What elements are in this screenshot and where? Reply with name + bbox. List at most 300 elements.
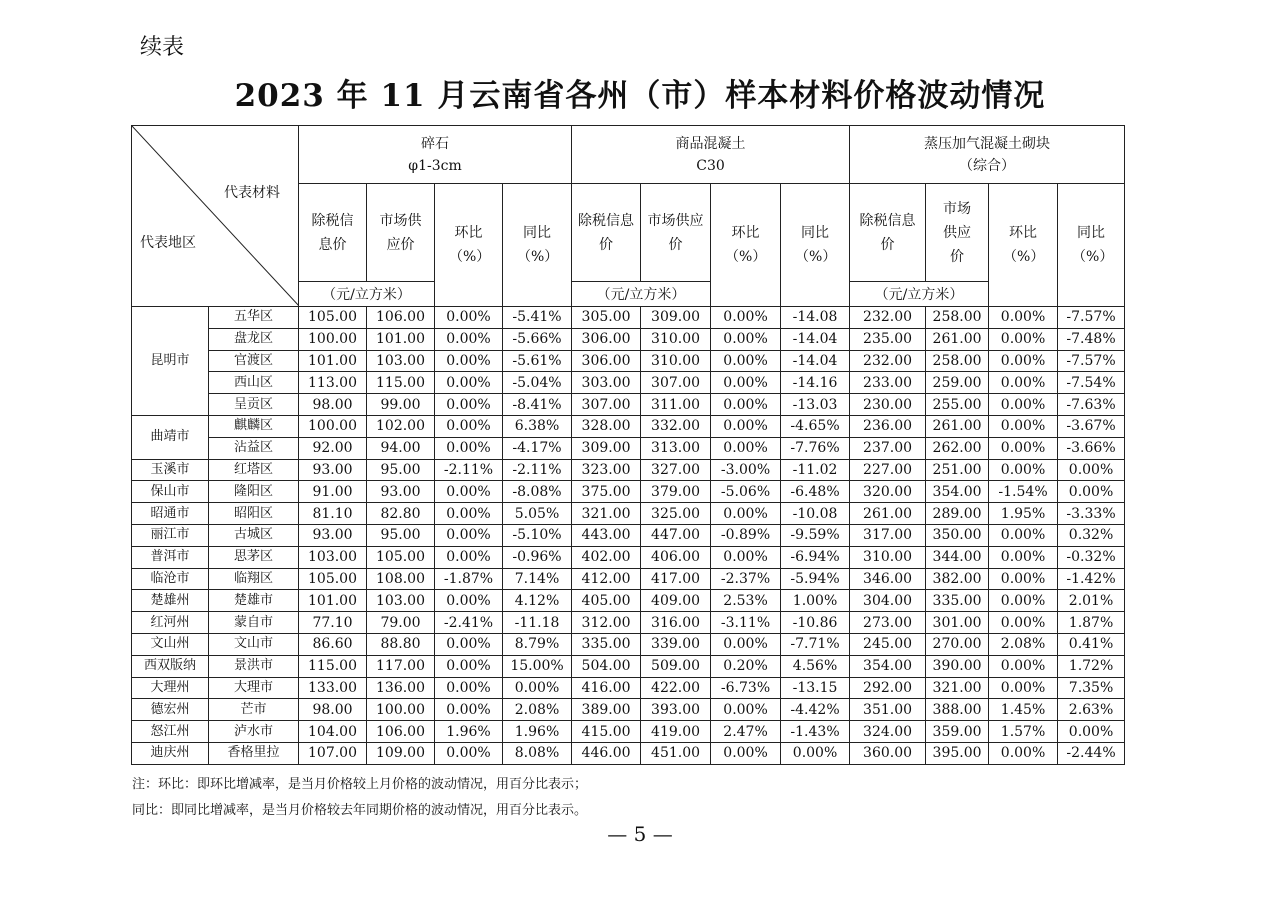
value-cell: 1.45% <box>989 699 1058 721</box>
value-cell: 339.00 <box>641 633 711 655</box>
value-cell: 258.00 <box>926 307 989 329</box>
value-cell: 0.00% <box>435 699 503 721</box>
value-cell: -11.02 <box>781 459 850 481</box>
city-cell: 西双版纳 <box>132 655 209 677</box>
value-cell: 100.00 <box>299 328 367 350</box>
value-cell: 0.00% <box>989 372 1058 394</box>
city-cell: 昭通市 <box>132 503 209 525</box>
value-cell: 232.00 <box>850 350 926 372</box>
col-header-market-price: 市场供应价 <box>641 184 711 282</box>
city-cell: 大理州 <box>132 677 209 699</box>
footnotes <box>132 772 587 824</box>
col-header-yoy: 同比（%） <box>781 184 850 307</box>
value-cell: 2.63% <box>1058 699 1125 721</box>
value-cell: 375.00 <box>572 481 641 503</box>
district-cell: 盘龙区 <box>209 328 299 350</box>
value-cell: 0.00% <box>989 677 1058 699</box>
value-cell: 509.00 <box>641 655 711 677</box>
value-cell: 100.00 <box>299 415 367 437</box>
value-cell: 115.00 <box>367 372 435 394</box>
value-cell: -13.15 <box>781 677 850 699</box>
value-cell: -5.61% <box>503 350 572 372</box>
value-cell: 317.00 <box>850 524 926 546</box>
value-cell: 0.00% <box>989 590 1058 612</box>
value-cell: 389.00 <box>572 699 641 721</box>
table-row <box>132 328 1125 350</box>
value-cell: 0.00% <box>989 742 1058 764</box>
page-title: 2023 年 11 月云南省各州（市）样本材料价格波动情况 <box>234 78 1046 114</box>
value-cell: 2.01% <box>1058 590 1125 612</box>
value-cell: 393.00 <box>641 699 711 721</box>
value-cell: 306.00 <box>572 350 641 372</box>
value-cell: 94.00 <box>367 437 435 459</box>
table-row <box>132 699 1125 721</box>
diagonal-line <box>132 126 299 306</box>
value-cell: -14.08 <box>781 307 850 329</box>
value-cell: 307.00 <box>572 394 641 416</box>
value-cell: 447.00 <box>641 524 711 546</box>
value-cell: 379.00 <box>641 481 711 503</box>
value-cell: 335.00 <box>572 633 641 655</box>
district-cell: 泸水市 <box>209 721 299 743</box>
district-cell: 大理市 <box>209 677 299 699</box>
value-cell: 0.00% <box>989 415 1058 437</box>
value-cell: 1.72% <box>1058 655 1125 677</box>
value-cell: 0.00% <box>435 394 503 416</box>
value-cell: 1.57% <box>989 721 1058 743</box>
value-cell: 354.00 <box>926 481 989 503</box>
value-cell: 0.00% <box>711 328 781 350</box>
value-cell: -14.04 <box>781 350 850 372</box>
value-cell: -7.48% <box>1058 328 1125 350</box>
value-cell: 301.00 <box>926 612 989 634</box>
value-cell: 0.00% <box>989 394 1058 416</box>
value-cell: -1.54% <box>989 481 1058 503</box>
value-cell: 307.00 <box>641 372 711 394</box>
value-cell: 350.00 <box>926 524 989 546</box>
city-cell: 文山州 <box>132 633 209 655</box>
value-cell: 115.00 <box>299 655 367 677</box>
value-cell: 8.08% <box>503 742 572 764</box>
value-cell: 93.00 <box>299 524 367 546</box>
value-cell: 261.00 <box>926 328 989 350</box>
district-cell: 呈贡区 <box>209 394 299 416</box>
value-cell: 446.00 <box>572 742 641 764</box>
value-cell: 88.80 <box>367 633 435 655</box>
value-cell: 259.00 <box>926 372 989 394</box>
value-cell: 237.00 <box>850 437 926 459</box>
value-cell: 7.35% <box>1058 677 1125 699</box>
value-cell: 0.00% <box>989 655 1058 677</box>
value-cell: 0.00% <box>435 742 503 764</box>
table-row <box>132 307 1125 329</box>
value-cell: 0.00% <box>1058 459 1125 481</box>
value-cell: 2.08% <box>989 633 1058 655</box>
value-cell: 310.00 <box>641 350 711 372</box>
value-cell: 0.00% <box>989 568 1058 590</box>
value-cell: -5.10% <box>503 524 572 546</box>
table-row <box>132 590 1125 612</box>
value-cell: -8.08% <box>503 481 572 503</box>
value-cell: 0.00% <box>989 350 1058 372</box>
value-cell: -2.41% <box>435 612 503 634</box>
value-cell: 0.00% <box>989 459 1058 481</box>
value-cell: 1.95% <box>989 503 1058 525</box>
value-cell: 0.32% <box>1058 524 1125 546</box>
value-cell: 235.00 <box>850 328 926 350</box>
value-cell: -10.86 <box>781 612 850 634</box>
col-header-market-price: 市场供应价 <box>926 184 989 282</box>
col-header-yoy: 同比（%） <box>503 184 572 307</box>
district-cell: 临翔区 <box>209 568 299 590</box>
value-cell: -7.63% <box>1058 394 1125 416</box>
value-cell: 0.00% <box>435 350 503 372</box>
value-cell: 395.00 <box>926 742 989 764</box>
district-cell: 五华区 <box>209 307 299 329</box>
value-cell: 270.00 <box>926 633 989 655</box>
value-cell: -1.43% <box>781 721 850 743</box>
value-cell: 232.00 <box>850 307 926 329</box>
value-cell: 101.00 <box>299 350 367 372</box>
value-cell: -1.42% <box>1058 568 1125 590</box>
district-cell: 隆阳区 <box>209 481 299 503</box>
district-cell: 红塔区 <box>209 459 299 481</box>
value-cell: 443.00 <box>572 524 641 546</box>
group-header-concrete: 商品混凝土 C30 <box>572 126 850 184</box>
district-cell: 西山区 <box>209 372 299 394</box>
value-cell: 261.00 <box>926 415 989 437</box>
table-row <box>132 459 1125 481</box>
value-cell: 309.00 <box>572 437 641 459</box>
value-cell: 109.00 <box>367 742 435 764</box>
value-cell: 417.00 <box>641 568 711 590</box>
table-row <box>132 677 1125 699</box>
value-cell: -5.66% <box>503 328 572 350</box>
value-cell: 0.00% <box>711 372 781 394</box>
col-header-price-ex-tax: 除税信息价 <box>299 184 367 282</box>
value-cell: -3.00% <box>711 459 781 481</box>
value-cell: 261.00 <box>850 503 926 525</box>
value-cell: 0.20% <box>711 655 781 677</box>
value-cell: -3.67% <box>1058 415 1125 437</box>
city-cell: 丽江市 <box>132 524 209 546</box>
value-cell: 105.00 <box>367 546 435 568</box>
value-cell: 0.00% <box>711 742 781 764</box>
table-row <box>132 568 1125 590</box>
unit-label: （元/立方米） <box>299 282 435 307</box>
value-cell: 103.00 <box>367 590 435 612</box>
value-cell: 335.00 <box>926 590 989 612</box>
footnote-mom: 注：环比：即环比增减率，是当月价格较上月价格的波动情况，用百分比表示； <box>132 777 588 792</box>
value-cell: 107.00 <box>299 742 367 764</box>
district-cell: 芒市 <box>209 699 299 721</box>
value-cell: -2.11% <box>503 459 572 481</box>
city-cell: 迪庆州 <box>132 742 209 764</box>
value-cell: -3.33% <box>1058 503 1125 525</box>
value-cell: -7.54% <box>1058 372 1125 394</box>
value-cell: 113.00 <box>299 372 367 394</box>
diagonal-header-cell <box>132 126 299 307</box>
value-cell: 0.00% <box>435 437 503 459</box>
unit-label: （元/立方米） <box>572 282 711 307</box>
table-row <box>132 437 1125 459</box>
table-row <box>132 655 1125 677</box>
value-cell: 262.00 <box>926 437 989 459</box>
value-cell: -8.41% <box>503 394 572 416</box>
city-cell: 德宏州 <box>132 699 209 721</box>
value-cell: 102.00 <box>367 415 435 437</box>
value-cell: 316.00 <box>641 612 711 634</box>
value-cell: 0.00% <box>711 633 781 655</box>
value-cell: 0.00% <box>781 742 850 764</box>
value-cell: 360.00 <box>850 742 926 764</box>
value-cell: 405.00 <box>572 590 641 612</box>
value-cell: 0.00% <box>711 546 781 568</box>
district-cell: 香格里拉 <box>209 742 299 764</box>
value-cell: -6.73% <box>711 677 781 699</box>
table-row <box>132 546 1125 568</box>
value-cell: 0.00% <box>435 655 503 677</box>
value-cell: 82.80 <box>367 503 435 525</box>
value-cell: 0.00% <box>435 372 503 394</box>
district-cell: 景洪市 <box>209 655 299 677</box>
footnote-yoy: 同比：即同比增减率，是当月价格较去年同期价格的波动情况，用百分比表示。 <box>132 803 588 818</box>
value-cell: 1.96% <box>503 721 572 743</box>
value-cell: -2.11% <box>435 459 503 481</box>
value-cell: 1.87% <box>1058 612 1125 634</box>
city-cell: 玉溪市 <box>132 459 209 481</box>
value-cell: 98.00 <box>299 394 367 416</box>
value-cell: 0.00% <box>435 677 503 699</box>
value-cell: 0.00% <box>989 307 1058 329</box>
table-row <box>132 372 1125 394</box>
value-cell: 306.00 <box>572 328 641 350</box>
city-cell: 保山市 <box>132 481 209 503</box>
value-cell: 0.00% <box>711 350 781 372</box>
value-cell: 81.10 <box>299 503 367 525</box>
value-cell: 99.00 <box>367 394 435 416</box>
city-cell: 昆明市 <box>132 307 209 416</box>
col-header-mom: 环比（%） <box>435 184 503 307</box>
district-cell: 蒙自市 <box>209 612 299 634</box>
value-cell: 409.00 <box>641 590 711 612</box>
material-axis-label: 代表材料 <box>224 185 280 201</box>
city-cell: 临沧市 <box>132 568 209 590</box>
value-cell: 79.00 <box>367 612 435 634</box>
value-cell: 327.00 <box>641 459 711 481</box>
value-cell: 103.00 <box>299 546 367 568</box>
value-cell: 0.00% <box>711 699 781 721</box>
value-cell: -4.42% <box>781 699 850 721</box>
region-axis-label: 代表地区 <box>140 235 196 251</box>
value-cell: 388.00 <box>926 699 989 721</box>
value-cell: 100.00 <box>367 699 435 721</box>
value-cell: 101.00 <box>367 328 435 350</box>
price-table <box>131 125 1125 765</box>
value-cell: 0.00% <box>435 524 503 546</box>
value-cell: 245.00 <box>850 633 926 655</box>
value-cell: 303.00 <box>572 372 641 394</box>
value-cell: 0.00% <box>435 546 503 568</box>
value-cell: -7.71% <box>781 633 850 655</box>
value-cell: -6.94% <box>781 546 850 568</box>
value-cell: 324.00 <box>850 721 926 743</box>
value-cell: 0.00% <box>1058 481 1125 503</box>
value-cell: 325.00 <box>641 503 711 525</box>
value-cell: 4.12% <box>503 590 572 612</box>
value-cell: 310.00 <box>850 546 926 568</box>
value-cell: 93.00 <box>367 481 435 503</box>
table-row <box>132 612 1125 634</box>
value-cell: 92.00 <box>299 437 367 459</box>
value-cell: -9.59% <box>781 524 850 546</box>
city-cell: 普洱市 <box>132 546 209 568</box>
value-cell: 309.00 <box>641 307 711 329</box>
value-cell: 104.00 <box>299 721 367 743</box>
value-cell: 0.00% <box>989 524 1058 546</box>
value-cell: -0.96% <box>503 546 572 568</box>
district-cell: 麒麟区 <box>209 415 299 437</box>
col-header-mom: 环比（%） <box>989 184 1058 307</box>
value-cell: -5.41% <box>503 307 572 329</box>
value-cell: 292.00 <box>850 677 926 699</box>
value-cell: 354.00 <box>850 655 926 677</box>
value-cell: -7.76% <box>781 437 850 459</box>
value-cell: 0.00% <box>435 633 503 655</box>
value-cell: -2.37% <box>711 568 781 590</box>
value-cell: -7.57% <box>1058 307 1125 329</box>
value-cell: 0.00% <box>711 503 781 525</box>
district-cell: 古城区 <box>209 524 299 546</box>
continued-label: 续表 <box>140 35 185 60</box>
city-cell: 曲靖市 <box>132 415 209 459</box>
value-cell: -4.17% <box>503 437 572 459</box>
col-header-price-ex-tax: 除税信息价 <box>850 184 926 282</box>
value-cell: 133.00 <box>299 677 367 699</box>
value-cell: 15.00% <box>503 655 572 677</box>
district-cell: 楚雄市 <box>209 590 299 612</box>
col-header-yoy: 同比（%） <box>1058 184 1125 307</box>
district-cell: 昭阳区 <box>209 503 299 525</box>
value-cell: 312.00 <box>572 612 641 634</box>
value-cell: 416.00 <box>572 677 641 699</box>
col-header-price-ex-tax: 除税信息价 <box>572 184 641 282</box>
value-cell: 321.00 <box>926 677 989 699</box>
value-cell: -11.18 <box>503 612 572 634</box>
value-cell: 101.00 <box>299 590 367 612</box>
value-cell: 332.00 <box>641 415 711 437</box>
value-cell: 0.00% <box>989 612 1058 634</box>
value-cell: 359.00 <box>926 721 989 743</box>
value-cell: -5.94% <box>781 568 850 590</box>
value-cell: 1.96% <box>435 721 503 743</box>
value-cell: 422.00 <box>641 677 711 699</box>
col-header-mom: 环比（%） <box>711 184 781 307</box>
value-cell: 311.00 <box>641 394 711 416</box>
value-cell: 0.00% <box>435 307 503 329</box>
value-cell: 98.00 <box>299 699 367 721</box>
value-cell: 2.53% <box>711 590 781 612</box>
table-row <box>132 415 1125 437</box>
table-row <box>132 350 1125 372</box>
table-row <box>132 524 1125 546</box>
value-cell: 258.00 <box>926 350 989 372</box>
value-cell: 136.00 <box>367 677 435 699</box>
value-cell: 6.38% <box>503 415 572 437</box>
value-cell: 106.00 <box>367 307 435 329</box>
value-cell: 0.00% <box>1058 721 1125 743</box>
value-cell: 0.00% <box>711 307 781 329</box>
value-cell: 304.00 <box>850 590 926 612</box>
value-cell: 412.00 <box>572 568 641 590</box>
table-row <box>132 742 1125 764</box>
city-cell: 红河州 <box>132 612 209 634</box>
value-cell: 108.00 <box>367 568 435 590</box>
table-row <box>132 721 1125 743</box>
value-cell: 0.00% <box>435 481 503 503</box>
table-row <box>132 394 1125 416</box>
value-cell: -13.03 <box>781 394 850 416</box>
table-row <box>132 633 1125 655</box>
value-cell: 504.00 <box>572 655 641 677</box>
group-header-crushed-stone: 碎石 φ1-3cm <box>299 126 572 184</box>
value-cell: 390.00 <box>926 655 989 677</box>
value-cell: -14.16 <box>781 372 850 394</box>
value-cell: 415.00 <box>572 721 641 743</box>
value-cell: 419.00 <box>641 721 711 743</box>
value-cell: 0.00% <box>435 328 503 350</box>
value-cell: 251.00 <box>926 459 989 481</box>
value-cell: 93.00 <box>299 459 367 481</box>
value-cell: 5.05% <box>503 503 572 525</box>
district-cell: 官渡区 <box>209 350 299 372</box>
value-cell: -3.66% <box>1058 437 1125 459</box>
value-cell: 236.00 <box>850 415 926 437</box>
value-cell: 105.00 <box>299 568 367 590</box>
value-cell: 0.00% <box>711 415 781 437</box>
value-cell: 0.00% <box>435 503 503 525</box>
value-cell: 4.56% <box>781 655 850 677</box>
value-cell: 0.00% <box>989 437 1058 459</box>
value-cell: 289.00 <box>926 503 989 525</box>
table-row <box>132 503 1125 525</box>
value-cell: -7.57% <box>1058 350 1125 372</box>
value-cell: 7.14% <box>503 568 572 590</box>
city-cell: 楚雄州 <box>132 590 209 612</box>
group-header-aac-block: 蒸压加气混凝土砌块 （综合） <box>850 126 1125 184</box>
value-cell: 328.00 <box>572 415 641 437</box>
value-cell: 0.41% <box>1058 633 1125 655</box>
value-cell: -14.04 <box>781 328 850 350</box>
value-cell: 230.00 <box>850 394 926 416</box>
district-cell: 沾益区 <box>209 437 299 459</box>
value-cell: 95.00 <box>367 524 435 546</box>
value-cell: 0.00% <box>989 328 1058 350</box>
district-cell: 文山市 <box>209 633 299 655</box>
value-cell: 321.00 <box>572 503 641 525</box>
page-number: — 5 — <box>607 822 673 846</box>
value-cell: -5.06% <box>711 481 781 503</box>
value-cell: 8.79% <box>503 633 572 655</box>
value-cell: 2.08% <box>503 699 572 721</box>
value-cell: 351.00 <box>850 699 926 721</box>
value-cell: 106.00 <box>367 721 435 743</box>
value-cell: 255.00 <box>926 394 989 416</box>
value-cell: 91.00 <box>299 481 367 503</box>
value-cell: 95.00 <box>367 459 435 481</box>
value-cell: 77.10 <box>299 612 367 634</box>
district-cell: 思茅区 <box>209 546 299 568</box>
